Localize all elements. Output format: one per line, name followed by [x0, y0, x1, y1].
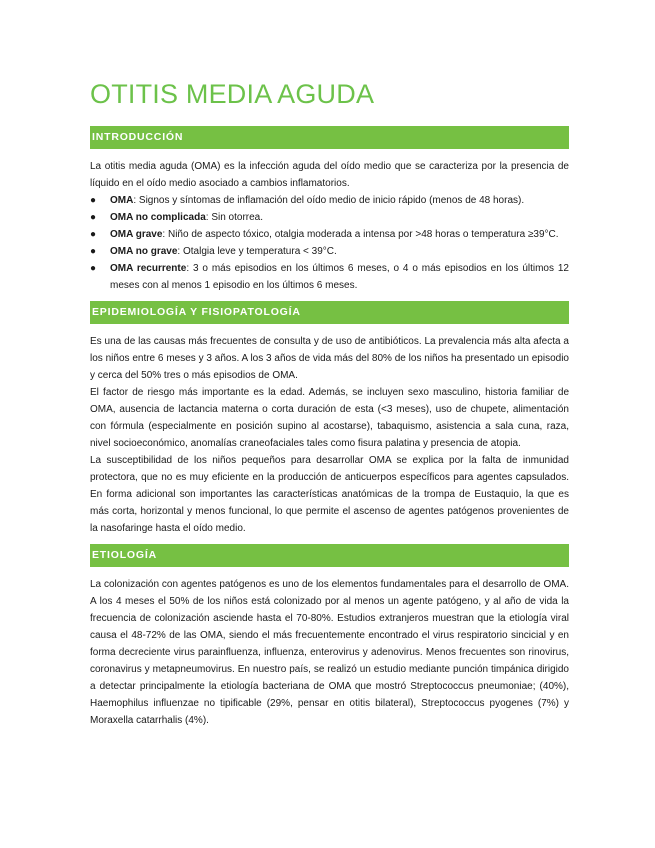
section-heading: INTRODUCCIÓN — [90, 126, 569, 149]
definition-term: OMA recurrente — [110, 263, 187, 274]
definition-text: : 3 o más episodios en los últimos 6 meses, o 4 o más episodios en los últimos 12 meses con al menos 1 episodio en los últimos 6 meses. — [110, 263, 569, 291]
list-item — [90, 260, 569, 294]
definition-text: : Otalgia leve y temperatura < 39°C. — [177, 246, 337, 257]
section-heading: ETIOLOGÍA — [90, 544, 569, 567]
definition-term: OMA no grave — [110, 246, 178, 257]
section-epidemiologia — [90, 301, 569, 544]
body-paragraph: Es una de las causas más frecuentes de consulta y de uso de antibióticos. La prevalencia más alta afecta a los niños entre 6 meses y 3 años. A los 3 años de vida más del 80% de los niños ha presentado un episodio y cerca del 50% tres o más episodios de OMA. — [90, 336, 569, 381]
definition-term: OMA grave — [110, 229, 163, 240]
body-paragraph: La colonización con agentes patógenos es uno de los elementos fundamentales para el desarrollo de OMA. A los 4 meses el 50% de los niños está colonizado por al menos un agente patógeno, y al año de vida la frecuencia de colonización asciende hasta el 70-80%. Estudios extranjeros muestran que la etiología viral causa el 48-72% de las OMA, siendo el más frecuentemente encontrado el virus respiratorio sincicial y en forma decreciente virus parainfluenza, influenza, enterovirus y adenovirus. Menos frecuentes son rinovirus, coronavirus y metapneumovirus. En nuestro país, se realizó un estudio mediante punción timpánica dirigido a detectar principalmente la etiología bacteriana de OMA que mostró Streptococcus pneumoniae; (40%), Haemophilus influenzae no tipificable (29%, pensar en otitis bilateral), Streptococcus pyogenes (7%) y Moraxella catarrhalis (4%). — [90, 579, 569, 726]
section-introduccion — [90, 126, 569, 301]
list-item — [90, 209, 569, 226]
body-paragraph: El factor de riesgo más importante es la edad. Además, se incluyen sexo masculino, historia familiar de OMA, ausencia de lactancia materna o corta duración de esta (<3 meses), uso de chupete, alimentación con fórmula (especialmente en posición supino al acostarse), tabaquismo, asistencia a sala cuna, raza, nivel socioeconómico, anomalías craneofaciales tales como fisura palatina y presencia de atopia. — [90, 387, 569, 449]
list-item — [90, 226, 569, 243]
document-title: OTITIS MEDIA AGUDA — [90, 79, 375, 109]
intro-paragraph: La otitis media aguda (OMA) es la infección aguda del oído medio que se caracteriza por la presencia de líquido en el oído medio asociado a cambios inflamatorios. — [90, 161, 569, 189]
definition-term: OMA no complicada — [110, 212, 206, 223]
bullet-icon: ● — [90, 263, 97, 274]
definition-text: : Niño de aspecto tóxico, otalgia moderada a intensa por >48 horas o temperatura ≥39°C. — [162, 229, 559, 240]
list-item — [90, 243, 569, 260]
bullet-icon: ● — [90, 246, 97, 257]
section-etiologia — [90, 544, 569, 736]
list-item — [90, 192, 569, 209]
definitions-list — [90, 192, 569, 294]
bullet-icon: ● — [90, 195, 97, 206]
definition-text: : Sin otorrea. — [205, 212, 264, 223]
definition-text: : Signos y síntomas de inflamación del oído medio de inicio rápido (menos de 48 horas). — [133, 195, 525, 206]
section-heading: EPIDEMIOLOGÍA Y FISIOPATOLOGÍA — [90, 301, 569, 324]
definition-term: OMA — [110, 195, 134, 206]
document-page — [90, 76, 569, 736]
bullet-icon: ● — [90, 229, 97, 240]
bullet-icon: ● — [90, 212, 97, 223]
body-paragraph: La susceptibilidad de los niños pequeños para desarrollar OMA se explica por la falta de inmunidad protectora, que no es muy eficiente en la producción de anticuerpos específicos para agentes capsulados. En forma adicional son importantes las características anatómicas de la trompa de Eustaquio, la que es más corta, horizontal y menos funcional, lo que permite el ascenso de agentes patógenos provenientes de la nasofaringe hasta el oído medio. — [90, 455, 569, 534]
